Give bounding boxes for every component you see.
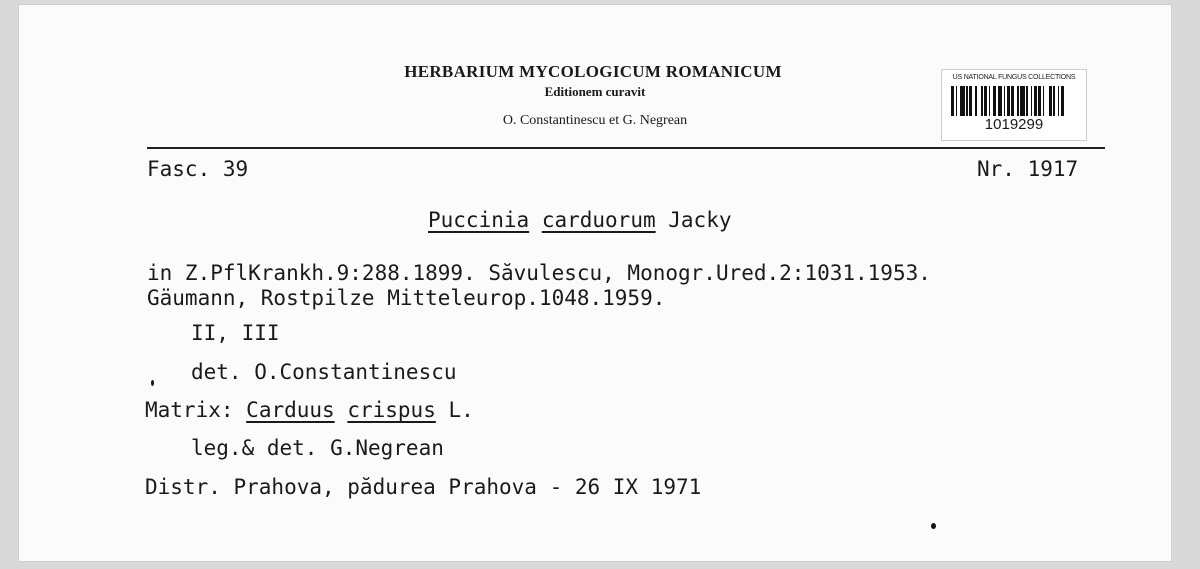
author: Jacky — [668, 208, 732, 232]
host-genus: Carduus — [246, 398, 335, 422]
fascicle-number: Fasc. 39 — [147, 157, 249, 181]
matrix-label: Matrix: — [145, 398, 234, 422]
barcode-tag — [941, 69, 1087, 141]
collector: leg.& det. G.Negrean — [191, 436, 444, 460]
matrix-line — [145, 398, 474, 422]
host-epithet: crispus — [347, 398, 436, 422]
barcode-bar — [1064, 86, 1067, 116]
header-rule — [147, 147, 1105, 149]
barcode-number: 1019299 — [984, 116, 1044, 133]
genus: Puccinia — [428, 208, 530, 232]
barcode-icon — [951, 86, 1077, 116]
distribution-line: Distr. Prahova, pădurea Prahova - 26 IX 1971 — [145, 475, 702, 499]
spore-stages: II, III — [191, 321, 280, 345]
editors-line: O. Constantinescu et G. Negrean — [502, 113, 688, 128]
herbarium-label — [18, 4, 1172, 562]
barcode-collection-label: US NATIONAL FUNGUS COLLECTIONS — [952, 74, 1076, 81]
epithet: carduorum — [541, 208, 656, 232]
reference-line-2: Gäumann, Rostpilze Mitteleurop.1048.1959. — [147, 286, 666, 310]
editionem-line: Editionem curavit — [544, 84, 646, 99]
species-name — [428, 208, 731, 232]
determiner: det. O.Constantinescu — [191, 360, 457, 384]
host-author: L. — [448, 398, 474, 422]
ink-speck — [931, 523, 936, 529]
herbarium-title: HERBARIUM MYCOLOGICUM ROMANICUM — [404, 62, 782, 81]
ink-speck — [151, 380, 154, 386]
reference-line-1: in Z.PflKrankh.9:288.1899. Săvulescu, Monogr.Ured.2:1031.1953. — [147, 261, 931, 285]
specimen-number: Nr. 1917 — [977, 157, 1079, 181]
